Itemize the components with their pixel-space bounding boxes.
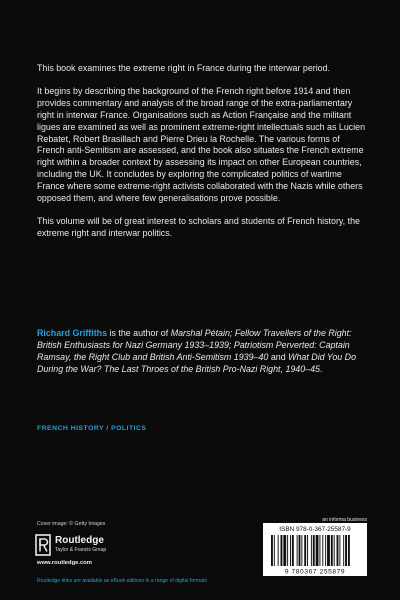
routledge-logo-icon [35, 534, 51, 556]
barcode-bar [331, 535, 333, 566]
publisher-group: Taylor & Francis Group [55, 547, 107, 553]
description-paragraph-3: This volume will be of great interest to scholars and students of French history, the extreme right and interwar politics. [37, 215, 360, 238]
barcode-bar [337, 535, 339, 566]
publisher-website: www.routledge.com [37, 560, 92, 566]
barcode-bar [274, 535, 275, 566]
ebook-note: Routledge titles are available as eBook editions in a range of digital formats [37, 578, 207, 584]
barcode-bar [292, 535, 294, 566]
isbn-barcode [263, 523, 367, 576]
barcode-graphic [263, 523, 367, 576]
barcode-bar [313, 535, 315, 566]
barcode-bar [278, 535, 279, 566]
barcode-bar [297, 535, 298, 566]
barcode-bar [325, 535, 326, 566]
barcode-bar [271, 535, 273, 566]
author-books-1: Marshal Pétain; Fellow Travellers of the Right: British Enthusiasts for Nazi Germany 1933–1939; Patriotism Perverted: Captain Ramsay, the Right Club and British Anti-Semitism 1939–40 [37, 328, 352, 362]
barcode-bar [348, 535, 350, 566]
author-bio-text-1: is the author of [107, 328, 171, 338]
barcode-bar [327, 535, 330, 566]
description-paragraph-2: It begins by describing the background of the French right before 1914 and then provides commentary and analysis of the broad range of the extra-parliamentary right in interwar France. Organisations such as Action Française and the militant ligues are examined as well as prominent extreme-right intellectuals such as Lucien Rebatet, Robert Brasillach and Pierre Drieu la Rochelle. The various forms of French anti-Semitism are assessed, and the book also situates the French extreme right within a broader context by assessing its impact on other European countries, including the UK. It concludes by exploring the complicated politics of wartime France where some extreme-right activists collaborated with the Nazis while others opposed them, and where few generalisations prove possible. [37, 85, 366, 204]
barcode-bar [339, 535, 340, 566]
barcode-bar [299, 535, 301, 566]
publisher-name: Routledge [55, 535, 104, 546]
barcode-bar [301, 535, 302, 566]
author-bio-text-3: . [320, 363, 323, 374]
isbn-label: ISBN 978-0-367-25587-9 [279, 526, 351, 533]
barcode-bar [316, 535, 319, 566]
barcode-bar [345, 535, 347, 566]
barcode-bar [283, 535, 286, 566]
barcode-bars [271, 535, 350, 566]
barcode-bar [343, 535, 344, 566]
barcode-bar [334, 535, 335, 566]
barcode-bar [307, 535, 308, 566]
book-description [37, 63, 367, 251]
author-books-2: What Did You Do During the War? The Last Throes of the British Pro-Nazi Right, 1940–45 [37, 351, 357, 374]
barcode-bar [287, 535, 288, 566]
barcode-bar [322, 535, 323, 566]
description-paragraph-1: This book examines the extreme right in France during the interwar period. [37, 63, 331, 73]
subject-category: FRENCH HISTORY / POLITICS [37, 425, 147, 432]
barcode-bar [319, 535, 320, 566]
barcode-bar [311, 535, 312, 566]
cover-image-credit: Cover image: © Getty Images [37, 521, 106, 527]
author-bio [37, 328, 369, 376]
barcode-digits: 9 780367 255879 [284, 568, 346, 576]
barcode-bar [304, 535, 306, 566]
author-bio-text-2: and [268, 351, 289, 362]
author-name: Richard Griffiths [37, 328, 108, 338]
barcode-bar [281, 535, 283, 566]
informa-business-label: an informa business [322, 517, 367, 523]
barcode-bar [290, 535, 291, 566]
